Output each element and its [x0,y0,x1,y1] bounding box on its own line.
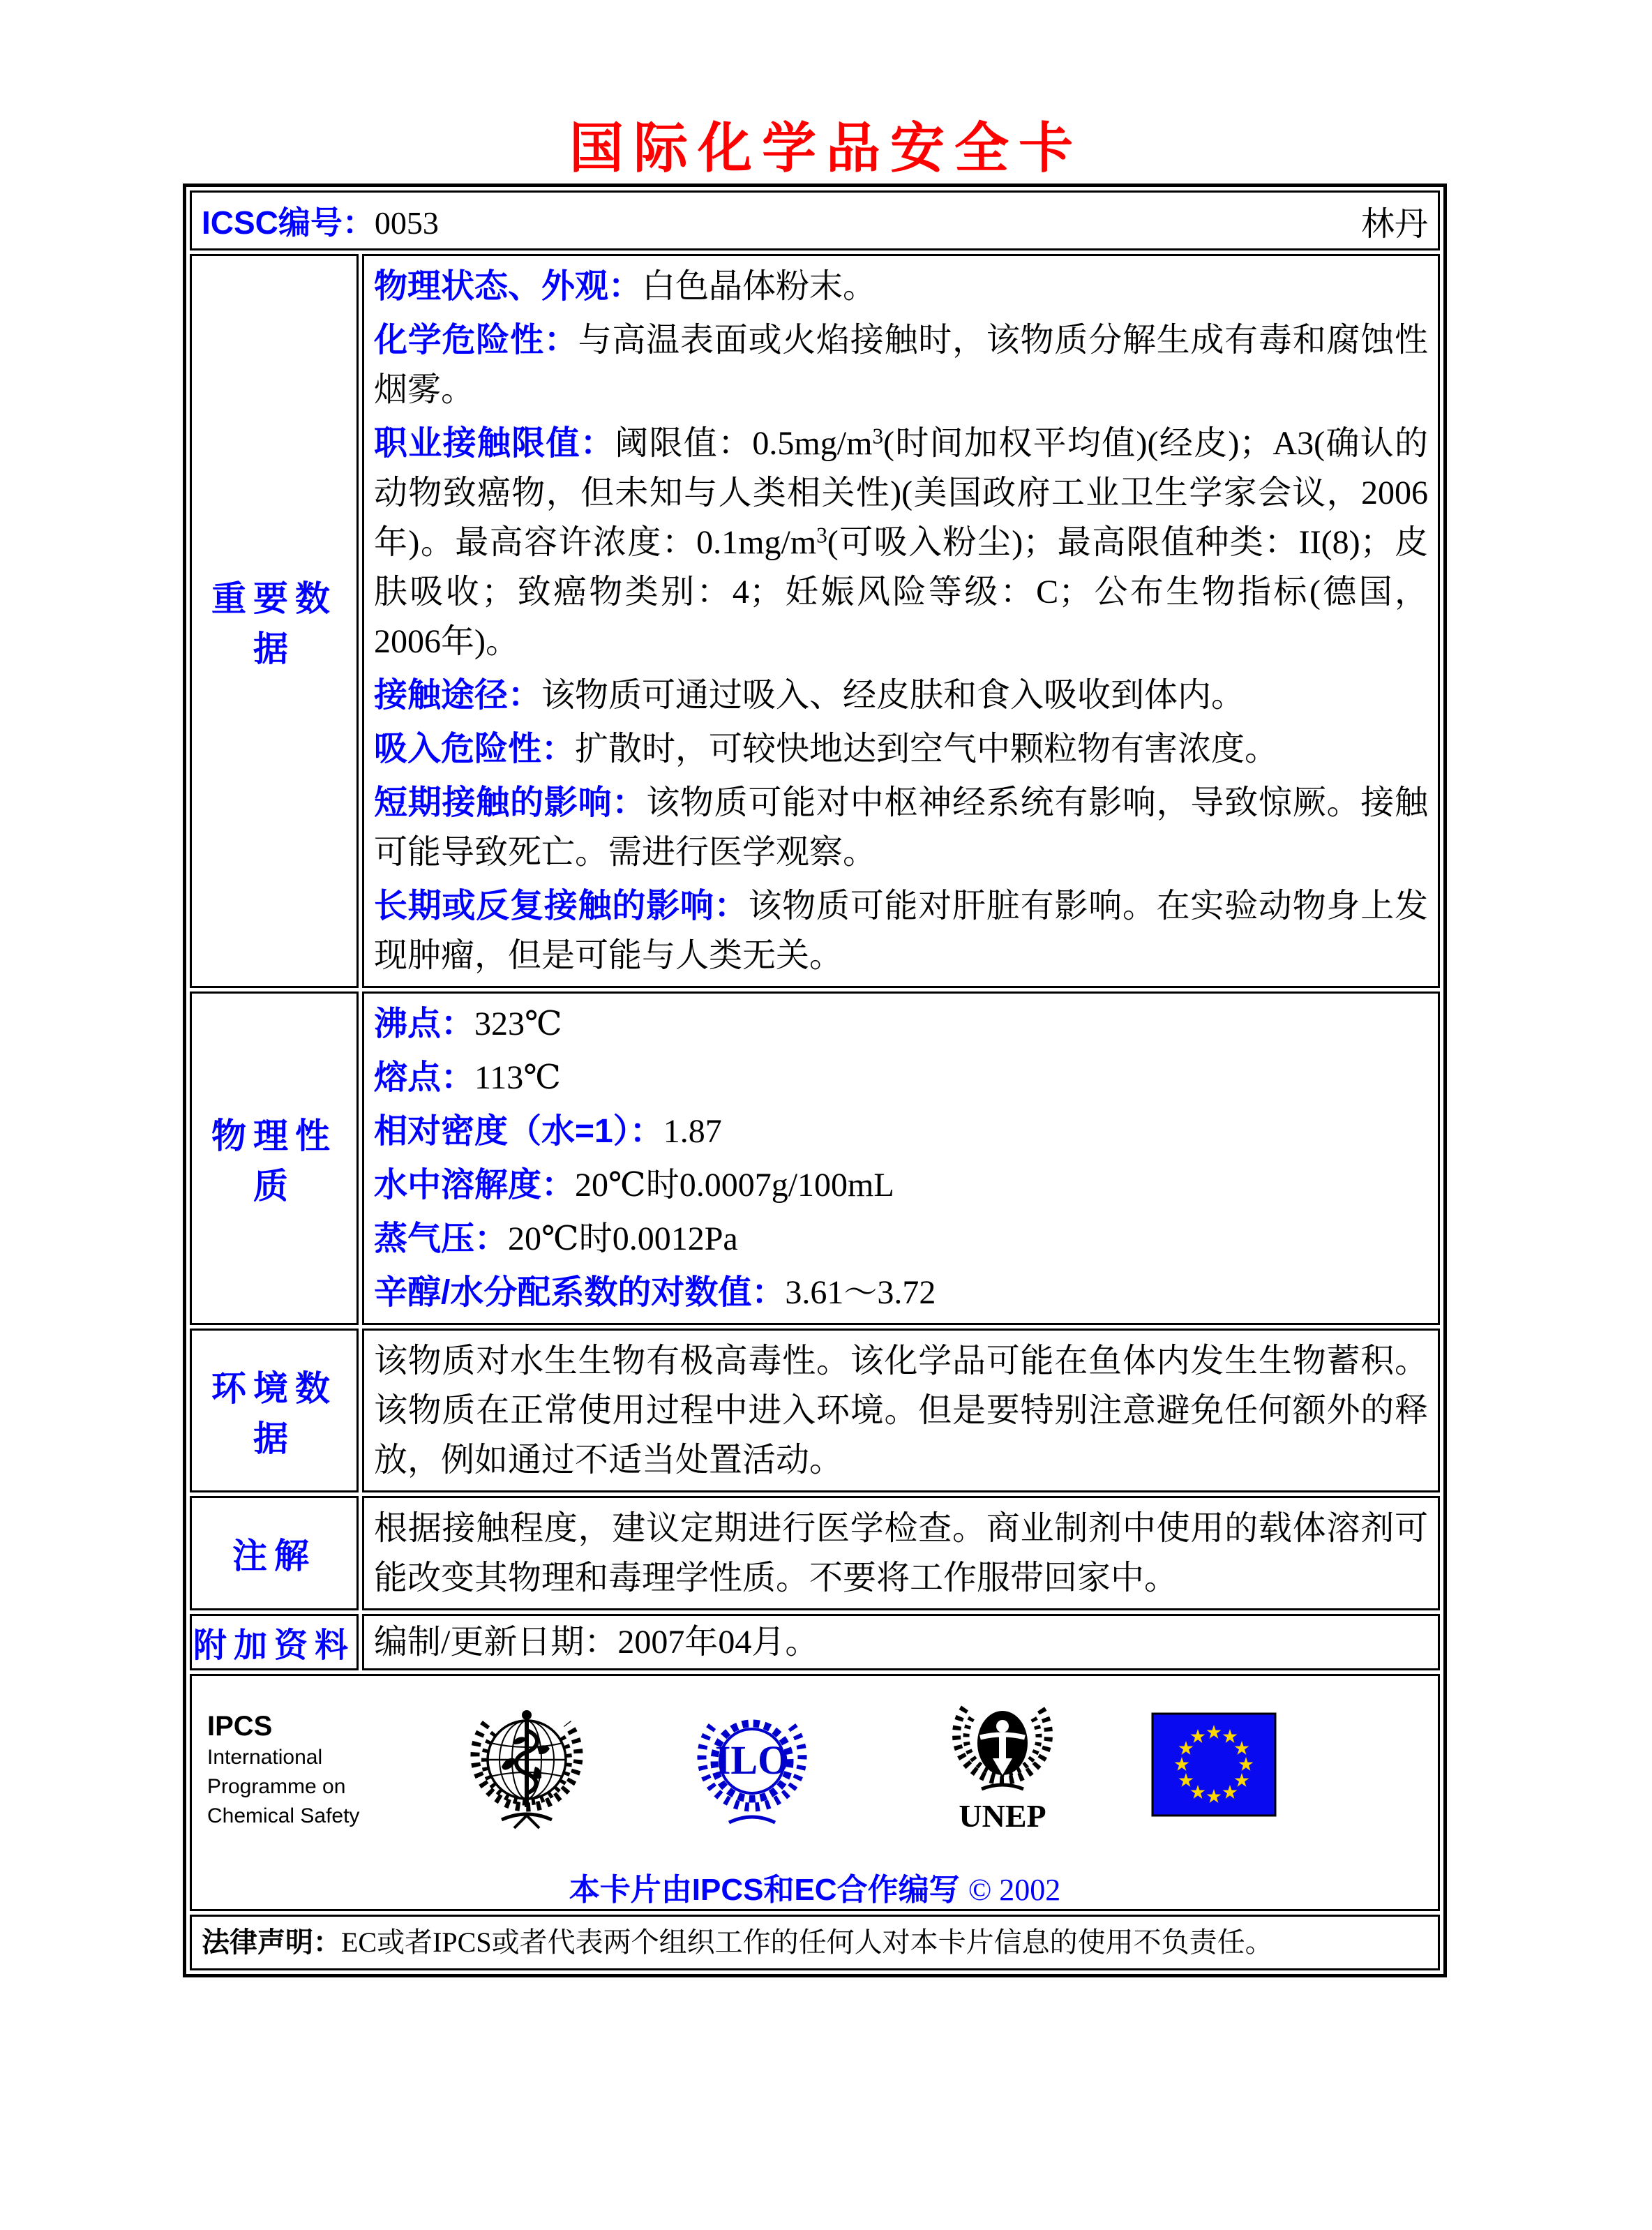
text-segment: 3.61～3.72 [785,1274,936,1311]
logos-row [190,1674,1440,1911]
page-title: 国际化学品安全卡 [569,118,1083,179]
icsc-number-cell [190,190,1440,250]
text-segment: 辛醇/水分配系数的对数值： [374,1274,786,1311]
text-segment: 113℃ [474,1059,561,1096]
text-segment: 该物质对水生生物有极高毒性。该化学品可能在鱼体内发生生物蓄积。该物质在正常使用过程中进入环境。但是要特别注意避免任何额外的释放，例如通过不适当处置活动。 [374,1342,1428,1479]
text-segment: 3 [872,424,884,449]
additional-information-label: 附加资料 [190,1614,359,1670]
text-segment: 扩散时，可较快地达到空气中颗粒物有害浓度。 [575,731,1279,768]
paragraph [374,1107,1428,1156]
paragraph [374,1268,1428,1317]
important-data-label: 重要数据 [190,254,359,988]
text-segment: 职业接触限值： [374,425,615,462]
text-segment: 短期接触的影响： [374,784,647,821]
paragraph [374,778,1428,877]
paragraph [374,1160,1428,1210]
physical-properties-label: 物理性质 [190,991,359,1325]
paragraph [374,671,1428,720]
text-segment: 与高温表面或火焰接触时，该物质分解生成有毒和腐蚀性烟雾。 [374,322,1428,408]
text-segment: 编制/更新日期：2007年04月。 [374,1624,819,1661]
paragraph [374,315,1428,414]
ipcs-line-2: Programme on [207,1775,346,1798]
text-segment: 熔点： [374,1059,475,1096]
additional-information-content [362,1614,1440,1670]
paragraph [374,881,1428,980]
chemical-name: 林丹 [1360,205,1428,243]
text-segment: 蒸气压： [374,1220,509,1257]
text-segment: 沸点： [374,1005,475,1042]
text-segment: 该物质可能对中枢神经系统有影响，导致惊厥。接触可能导致死亡。需进行医学观察。 [374,784,1428,871]
credit-line [192,1864,1438,1909]
ipcs-line-1: International [207,1746,323,1769]
text-segment: 该物质可能对肝脏有影响。在实验动物身上发现肿瘤，但是可能与人类无关。 [374,888,1428,974]
icsc-number-label: ICSC编号： [202,204,375,241]
copyright-text: © 2002 [968,1873,1061,1907]
text-segment: 物理状态、外观： [374,268,643,305]
text-segment: 水中溶解度： [374,1167,576,1204]
notes-row [190,1496,1440,1610]
notes-content [362,1496,1440,1610]
paragraph [374,1617,1428,1667]
environmental-data-label: 环境数据 [190,1329,359,1492]
physical-properties-content [362,991,1440,1325]
text-segment: 法律声明： [202,1927,341,1958]
paragraph [374,724,1428,774]
text-segment: 20℃时0.0007g/100mL [575,1167,894,1204]
unep-logo-text: UNEP [959,1798,1046,1834]
text-segment: 白色晶体粉末。 [642,268,877,305]
environmental-data-row [190,1329,1440,1492]
paragraph [374,1214,1428,1264]
logos-cell [190,1674,1440,1911]
legal-cell [190,1915,1440,1970]
paragraph [374,1053,1428,1102]
ipcs-line-3: Chemical Safety [207,1804,360,1827]
ipcs-title: IPCS [207,1711,273,1742]
text-segment: EC或者IPCS或者代表两个组织工作的任何人对本卡片信息的使用不负责任。 [341,1926,1273,1958]
text-segment: 根据接触程度，建议定期进行医学检查。商业制剂中使用的载体溶剂可能改变其物理和毒理学性质。不要将工作服带回家中。 [374,1510,1428,1596]
paragraph [374,1336,1428,1485]
text-segment: 该物质可通过吸入、经皮肤和食入吸收到体内。 [541,677,1245,714]
paragraph [374,262,1428,311]
text-segment: 长期或反复接触的影响： [374,888,749,925]
paragraph [374,999,1428,1049]
icsc-number-group [202,197,439,244]
logos-strip [192,1676,1438,1843]
text-segment: 阈限值：0.5mg/m [615,425,873,462]
text-segment: 323℃ [474,1005,562,1042]
eu-flag-icon [1151,1712,1277,1817]
credit-text: 本卡片由IPCS和EC合作编写 [569,1873,960,1907]
additional-information-row [190,1614,1440,1670]
text-segment: (时间加权平均值)(经皮)；A3(确认的动物致癌物，但未知与人类相关性)(美国政府工业卫生学家会议，2006年)。最高容许浓度：0.1mg/m [374,425,1428,561]
ilo-logo-text: ILO [714,1737,790,1783]
text-segment: 相对密度（水=1）： [374,1113,663,1150]
ilo-logo-icon [693,1703,811,1832]
safety-card-table [183,184,1447,1977]
unep-logo-icon [947,1690,1058,1834]
notes-label: 注解 [190,1496,359,1610]
legal-row [190,1915,1440,1970]
who-logo-icon [465,1697,588,1831]
text-segment: (可吸入粉尘)；最高限值种类：II(8)；皮肤吸收；致癌物类别：4；妊娠风险等级：C；公布生物指标(德国，2006年)。 [374,524,1428,660]
ipcs-text-block [207,1709,359,1831]
important-data-content [362,254,1440,988]
paragraph [374,1504,1428,1603]
text-segment: 3 [816,523,827,548]
text-segment: 20℃时0.0012Pa [508,1220,738,1257]
text-segment: 吸入危险性： [374,731,576,768]
icsc-number-value: 0053 [374,205,439,241]
paragraph [202,1924,1428,1961]
text-segment: 1.87 [663,1113,722,1150]
physical-properties-row [190,991,1440,1325]
important-data-row [190,254,1440,988]
text-segment: 接触途径： [374,677,542,714]
environmental-data-content [362,1329,1440,1492]
paragraph [374,419,1428,666]
text-segment: 化学危险性： [374,322,578,359]
icsc-number-row [190,190,1440,250]
